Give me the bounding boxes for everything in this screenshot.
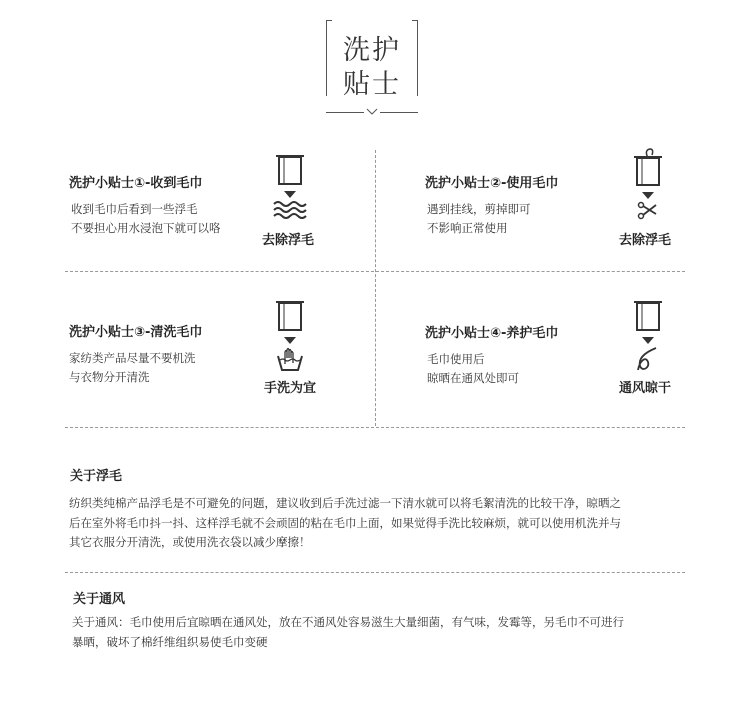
tip-line: 不要担心用水浸泡下就可以咯: [71, 221, 221, 235]
tip-description: [69, 349, 196, 387]
title-line-2: 贴士: [343, 69, 401, 100]
tip-line: 毛巾使用后: [427, 352, 485, 366]
tip-line: 收到毛巾后看到一些浮毛: [71, 202, 198, 216]
tip-description: [427, 350, 519, 388]
section-divider: [65, 572, 685, 573]
towel-handwash-icon: [270, 300, 310, 374]
grid-divider-bottom: [65, 427, 685, 428]
title-line-1: 洗护: [343, 35, 401, 66]
tip-description: [427, 200, 531, 238]
section-line: 关于通风：毛巾使用后宜晾晒在通风处，放在不通风处容易滋生大量细菌，有气味，发霉等，另毛巾不可进行: [72, 615, 624, 629]
tip-line: 与衣物分开清洗: [69, 370, 150, 384]
tip-title: 洗护小贴士②-使用毛巾: [425, 176, 559, 191]
towel-air-dry-icon: [628, 300, 668, 374]
page-title: [326, 34, 418, 102]
tip-title: 洗护小贴士①-收到毛巾: [69, 176, 203, 191]
tip-caption: 手洗为宜: [264, 381, 317, 396]
tip-caption: 去除浮毛: [619, 233, 672, 248]
section-body-fluff: [69, 494, 689, 553]
chevron-down-icon: [366, 108, 378, 116]
towel-scissors-icon: [628, 148, 668, 222]
section-title-ventilation: 关于通风: [73, 592, 126, 607]
section-line: 其它衣服分开清洗，或使用洗衣袋以减少摩擦！: [69, 535, 311, 549]
grid-divider-vertical: [375, 150, 376, 426]
tip-title: 洗护小贴士④-养护毛巾: [425, 326, 559, 341]
towel-water-icon: [270, 154, 310, 220]
tip-description: [71, 200, 221, 238]
tip-line: 不影响正常使用: [427, 221, 508, 235]
section-body-ventilation: [72, 613, 692, 652]
section-line: 后在室外将毛巾抖一抖、这样浮毛就不会顽固的粘在毛巾上面，如果觉得手洗比较麻烦，就可以使用机洗并与: [69, 515, 621, 530]
section-line: 暴晒，破坏了棉纤维组织易使毛巾变硬: [72, 634, 268, 649]
tip-line: 家纺类产品尽量不要机洗: [69, 351, 196, 365]
tip-title: 洗护小贴士③-清洗毛巾: [69, 325, 203, 340]
tip-line: 晾晒在通风处即可: [427, 371, 519, 385]
tip-caption: 通风晾干: [619, 381, 672, 396]
title-frame: [326, 20, 418, 114]
tip-line: 遇到挂线，剪掉即可: [427, 202, 531, 216]
section-title-fluff: 关于浮毛: [70, 469, 123, 484]
grid-divider-middle: [65, 271, 685, 272]
section-line: 纺织类纯棉产品浮毛是不可避免的问题，建议收到后手洗过滤一下清水就可以将毛絮清洗的比较干净，晾晒之: [69, 496, 621, 510]
tip-caption: 去除浮毛: [262, 233, 315, 248]
